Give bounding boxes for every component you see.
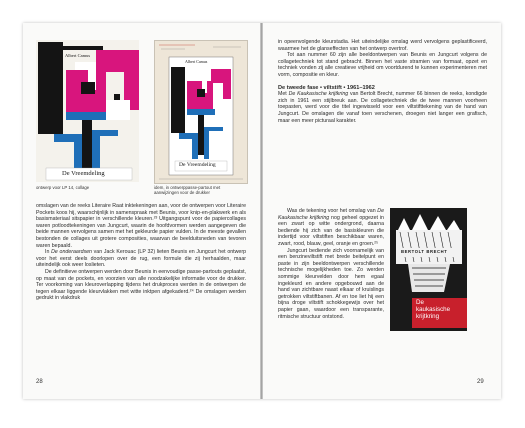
page-number-left: 28: [36, 379, 43, 385]
right-p4-italic: De Kaukasische krijtkring: [278, 208, 384, 221]
right-p3-italic: De Kaukasische krijtkring: [288, 91, 349, 98]
brecht-title-line1: De: [416, 299, 424, 306]
right-top-text: [278, 39, 487, 124]
brecht-author: BERTOLT BRECHT: [401, 249, 448, 254]
left-paragraph-2: [36, 249, 246, 269]
right-p3-prefix: Met: [278, 91, 289, 98]
right-paragraph-2: Tot aan nummer 60 zijn alle beeldontwerpen van Beunis en Jungcurt volgens de collagetechniek tot stand gebracht. Binnen het vaste stramien van formaat, opzet en techniek vonden zij alle creatieve vrijheid om voortdurend te kunnen experimenteren met vorm, compositie en kleur.: [278, 52, 487, 78]
page-number-right: 29: [477, 379, 484, 385]
left-paragraph-1: omslagen van de reeks Literaire Raat inktekeningen aan, voor de ontwerpen voor Literaire Pockets koos hij, waarschijnlijk in samenspraak met Beunis, voor knip-en-plakwerk en als basismateriaal sitspapier in verschillende kleuren.²³ Uitgangspunt voor de papiercollages waren potloodtekeningen van Jungcurt, waarin de hoofdvormen werden aangegeven die beide mannen vervolgens samen met het gekleurde papier vulden. In de meeste gevallen bestonden de collages uit grotere composities, waarvan de beelduitsneden van tevoren waren bepaald.: [36, 203, 246, 249]
figure-b-caption-line1: idem, in ontwerppasse-partout met: [154, 185, 221, 190]
left-page: [23, 23, 261, 399]
right-p3-rest: van Bertolt Brecht, nummer 66 binnen de reeks, kondigde zich in 1961 een stijlbreuk aan. De collagetechniek die de twee mannen voorheen toepasten, werd voor die titel ingewisseld voor een viltstifttekening van de hand van Jungcurt. De omslagen die vanaf toen verschenen, droegen niet langer een grafisch, maar een meer picturaal karakter.: [278, 91, 487, 124]
left-p2-rest: van Jack Kerouac (LP 32) lieten Beunis en Jungcurt het ontwerp voor het eerst deels doorlopen over de rug, een formule die zij herhaalden, maar uiteindelijk ook weer loslieten.: [36, 249, 246, 269]
brecht-cover-image: [390, 208, 467, 331]
left-body-text: [36, 203, 246, 302]
section-heading: De tweede fase • viltstift • 1961–1962: [278, 84, 375, 91]
collage-title: De Vreemdeling: [62, 170, 105, 177]
passe-partout-author: Albert Camus: [185, 59, 208, 64]
brecht-title: [416, 299, 450, 320]
figure-b-caption: [154, 185, 254, 195]
right-p4-prefix: Was de tekening voor het omslag van: [287, 208, 378, 214]
right-paragraph-3: [278, 91, 487, 124]
right-paragraph-5: Jungcurt bediende zich voornamelijk van een benzineviltstift met brede beitelpunt en paste in zijn beeldontwerpen verschillende technische mogelijkheden toe. Zo werden sommige kleurvelden door hem egaal ingekleurd en andere opgebouwd aan de hand van zichtbare naast elkaar of kruislings getrokken viltstiftbanen. Af en toe liet hij een bijna droge viltstift schokkegewijs over het papier gaan, waardoor een transparante, ritmische structuur ontstond.: [278, 247, 384, 320]
collage-author: Albert Camus: [65, 53, 91, 58]
right-paragraph-1: in opeenvolgende kleurstadia. Het uiteindelijke omslag werd vervolgens geplastificeerd, waarmee het de glanseffecten van het ontwerp overtrof.: [278, 39, 487, 52]
passe-partout-title: De Vreemdeling: [179, 162, 216, 168]
cover-collage-image: [36, 40, 139, 182]
right-page: [263, 23, 501, 399]
right-paragraph-4: [278, 208, 384, 248]
brecht-title-line3: krijtkring: [416, 313, 440, 320]
right-column-text: [278, 208, 384, 320]
book-spread: [23, 23, 501, 399]
figure-a-caption: ontwerp voor LP 14, collage: [36, 185, 90, 190]
collage-artwork: [36, 40, 139, 182]
right-p4-rest: nog geheel opgezet in een zwart op witte ondergrond, daarna bediende hij zich van de basiskleuren die indertijd voor viltstiften beschikbaar waren, zwart, rood, blauw, geel, oranje en groen.²⁵: [278, 214, 384, 247]
left-paragraph-3: De definitieve ontwerpen werden door Beunis in eenvoudige passe-partouts geplaatst, op maat van de pockets, en voorzien van alle noodzakelijke informatie voor de drukker. Ter voorkoming van kleuroverlapping tijdens het drukproces werden in de ontwerpen de tegen elkaar liggende kleurvlakken met witte inktpen afgekaderd.²⁴ De omslagen werden gedrukt in vlakdruk: [36, 268, 246, 302]
figure-b-caption-line2: aanwijzingen voor de drukker: [154, 190, 210, 196]
left-p2-prefix: In: [45, 249, 52, 256]
cover-passe-partout-image: [154, 40, 248, 184]
left-p2-italic: De onderaardsen: [51, 249, 92, 256]
brecht-title-line2: kaukasische: [416, 306, 451, 313]
